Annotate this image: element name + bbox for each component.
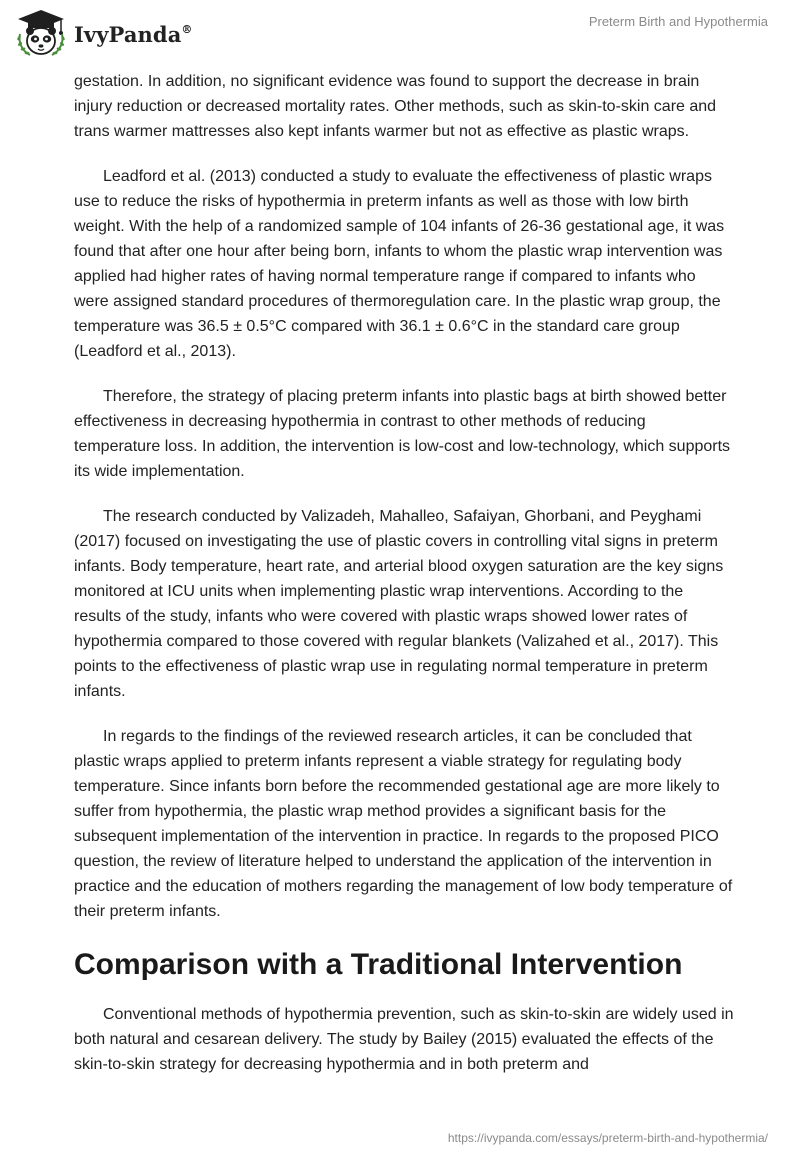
paragraph: Therefore, the strategy of placing preterm infants into plastic bags at birth showed better effectiveness in decreasing hypothermia in contrast to other methods of reducing temperature loss. In addition, the intervention is low-cost and low-technology, which supports its wide implementation. <box>74 388 731 480</box>
paragraph: Conventional methods of hypothermia prevention, such as skin-to-skin are widely used in both natural and cesarean delivery. The study by Bailey (2015) evaluated the effects of the skin-to-skin strategy for decreasing hypothermia and in both preterm and <box>74 1006 734 1073</box>
paragraph-continued: gestation. In addition, no significant evidence was found to support the decrease in brain injury reduction or decreased mortality rates. Other methods, such as skin-to-skin care and trans warmer mattresses also kept infants warmer but not as effective as plastic wraps. <box>74 73 717 140</box>
paragraph: In regards to the findings of the reviewed research articles, it can be concluded that plastic wraps applied to preterm infants represent a viable strategy for regulating body temperature. Since infants born before the recommended gestational age are more likely to suffer from hypothermia, the plastic wrap method provides a significant basis for the subsequent implementation of the intervention in practice. In regards to the proposed PICO question, the review of literature helped to understand the application of the intervention in practice and the education of mothers regarding the management of low body temperature of their preterm infants. <box>74 728 733 920</box>
page-header <box>0 0 800 64</box>
panda-graduate-icon <box>14 8 68 58</box>
source-url[interactable]: https://ivypanda.com/essays/preterm-birth-and-hypothermia/ <box>447 1131 768 1145</box>
paragraph: Leadford et al. (2013) conducted a study to evaluate the effectiveness of plastic wraps use to reduce the risks of hypothermia in preterm infants as well as those with low birth weight. With the help of a randomized sample of 104 infants of 26-36 gestational age, it was found that after one hour after being born, infants to whom the plastic wrap intervention was applied had higher rates of having normal temperature range if compared to infants who were assigned standard procedures of thermoregulation care. In the plastic wrap group, the temperature was 36.5 ± 0.5°C compared with 36.1 ± 0.6°C in the standard care group (Leadford et al., 2013). <box>74 168 725 360</box>
paragraph: The research conducted by Valizadeh, Mahalleo, Safaiyan, Ghorbani, and Peyghami (2017) focused on investigating the use of plastic covers in controlling vital signs in preterm infants. Body temperature, heart rate, and arterial blood oxygen saturation are the key signs monitored at ICU units when implementing plastic wrap interventions. According to the results of the study, infants who were covered with plastic wraps showed lower rates of hypothermia compared to those covered with regular blankets (Valizahed et al., 2017). This points to the effectiveness of plastic wrap use in regulating normal temperature in preterm infants. <box>74 508 724 700</box>
logo-wordmark: IvyPanda® <box>74 21 193 47</box>
document-title: Preterm Birth and Hypothermia <box>588 14 768 29</box>
section-heading: Comparison with a Traditional Intervention <box>74 948 683 981</box>
ivypanda-logo[interactable] <box>14 8 193 58</box>
essay-body <box>74 69 734 1097</box>
